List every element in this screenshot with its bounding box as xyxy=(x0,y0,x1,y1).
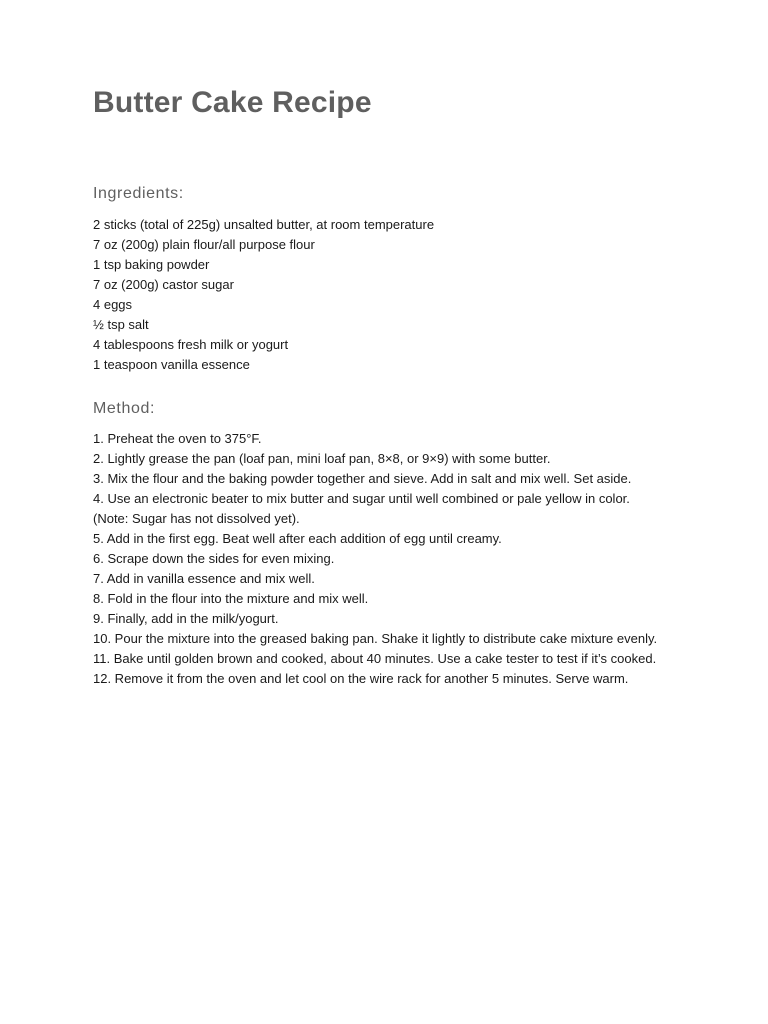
ingredient-item: 4 tablespoons fresh milk or yogurt xyxy=(93,337,289,352)
method-step: 1. Preheat the oven to 375°F. xyxy=(93,431,262,446)
ingredient-item: 1 tsp baking powder xyxy=(93,257,210,272)
ingredient-item: 7 oz (200g) castor sugar xyxy=(93,277,234,292)
method-step: 6. Scrape down the sides for even mixing. xyxy=(93,551,335,566)
ingredient-item: ½ tsp salt xyxy=(93,317,149,332)
ingredients-heading: Ingredients: xyxy=(93,185,184,202)
method-step: 9. Finally, add in the milk/yogurt. xyxy=(93,611,279,626)
page-title: Butter Cake Recipe xyxy=(93,86,372,119)
method-step: 8. Fold in the flour into the mixture and mix well. xyxy=(93,591,369,606)
method-step-note: (Note: Sugar has not dissolved yet). xyxy=(93,511,300,526)
method-step: 4. Use an electronic beater to mix butter and sugar until well combined or pale yellow in color. xyxy=(93,491,630,506)
ingredient-item: 7 oz (200g) plain flour/all purpose flour xyxy=(93,237,315,252)
method-heading: Method: xyxy=(93,400,156,417)
method-step: 11. Bake until golden brown and cooked, about 40 minutes. Use a cake tester to test if it’s cooked. xyxy=(93,651,657,666)
method-step: 2. Lightly grease the pan (loaf pan, mini loaf pan, 8×8, or 9×9) with some butter. xyxy=(93,451,551,466)
ingredient-item: 4 eggs xyxy=(93,297,133,312)
method-step: 10. Pour the mixture into the greased baking pan. Shake it lightly to distribute cake mixture evenly. xyxy=(93,631,658,646)
method-step: 12. Remove it from the oven and let cool on the wire rack for another 5 minutes. Serve warm. xyxy=(93,671,629,686)
ingredient-item: 1 teaspoon vanilla essence xyxy=(93,357,250,372)
method-list xyxy=(93,429,673,689)
method-step: 5. Add in the first egg. Beat well after each addition of egg until creamy. xyxy=(93,531,502,546)
method-step: 3. Mix the flour and the baking powder together and sieve. Add in salt and mix well. Set aside. xyxy=(93,471,632,486)
ingredient-item: 2 sticks (total of 225g) unsalted butter, at room temperature xyxy=(93,217,435,232)
ingredients-list xyxy=(93,215,434,375)
method-step: 7. Add in vanilla essence and mix well. xyxy=(93,571,315,586)
